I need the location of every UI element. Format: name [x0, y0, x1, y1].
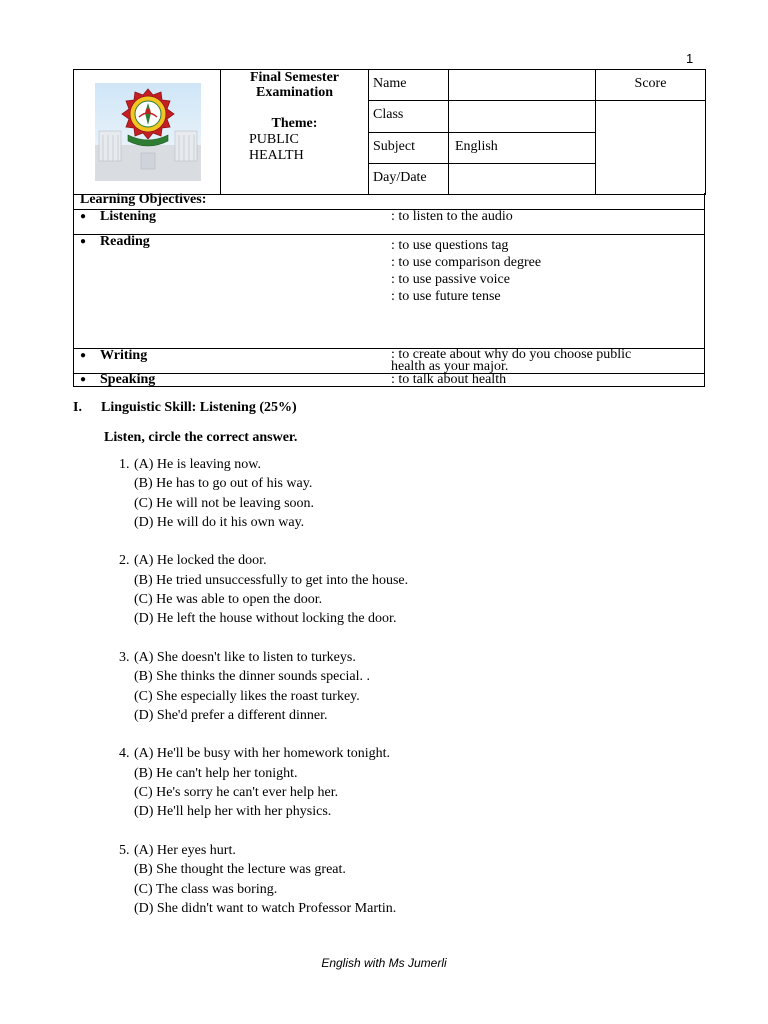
answer-option[interactable]: (D) He'll help her with her physics. — [134, 804, 332, 820]
class-label: Class — [369, 101, 449, 133]
objective-writing: ● Writing — [74, 348, 390, 373]
objective-speaking-desc: : to talk about health — [389, 373, 705, 386]
answer-option[interactable]: (D) She'd prefer a different dinner. — [134, 707, 328, 723]
answer-option[interactable]: (C) She especially likes the roast turkey. — [134, 688, 360, 704]
answer-option[interactable]: (B) He has to go out of his way. — [134, 476, 313, 492]
answer-option[interactable]: (A) He is leaving now. — [134, 457, 262, 472]
answer-option[interactable]: (D) He left the house without locking the door. — [134, 611, 397, 627]
exam-header-table — [73, 69, 706, 195]
theme-label: Theme: — [271, 116, 318, 131]
answer-option[interactable]: (A) She doesn't like to listen to turkeys. — [134, 649, 356, 665]
question-number: 4. — [119, 746, 130, 762]
objective-reading: ● Reading — [74, 234, 390, 348]
answer-option[interactable]: (C) The class was boring. — [134, 881, 278, 897]
name-field[interactable] — [449, 70, 596, 101]
question-2 — [119, 551, 679, 628]
learning-objectives-table — [73, 193, 705, 387]
objective-reading-desc: : to use questions tag : to use comparison degree : to use passive voice : to use future tense — [389, 234, 705, 348]
exam-title-cell — [221, 70, 369, 195]
logo-cell — [74, 70, 221, 195]
bullet-icon: ● — [80, 349, 87, 361]
question-list — [119, 455, 679, 937]
page-number: 1 — [686, 51, 694, 66]
section-instruction: Listen, circle the correct answer. — [104, 430, 298, 445]
daydate-field[interactable] — [449, 164, 596, 195]
exam-title: Final Semester Examination — [249, 70, 340, 100]
question-5 — [119, 841, 679, 918]
objective-listening-desc: : to listen to the audio — [389, 209, 705, 234]
question-number: 1. — [119, 457, 130, 472]
answer-option[interactable]: (D) He will do it his own way. — [134, 514, 305, 530]
score-label: Score — [596, 70, 706, 101]
question-1 — [119, 455, 679, 532]
bullet-icon: ● — [80, 210, 87, 222]
section-title-text: Linguistic Skill: Listening (25%) — [101, 400, 297, 415]
answer-option[interactable]: (B) He tried unsuccessfully to get into the house. — [134, 572, 409, 588]
section-title — [73, 400, 297, 416]
answer-option[interactable]: (B) She thinks the dinner sounds special. . — [134, 669, 371, 685]
name-label: Name — [369, 70, 449, 101]
answer-option[interactable]: (A) He locked the door. — [134, 553, 267, 569]
answer-option[interactable]: (B) She thought the lecture was great. — [134, 862, 346, 878]
daydate-label: Day/Date — [369, 164, 449, 195]
question-4 — [119, 744, 679, 821]
bullet-icon: ● — [80, 235, 87, 247]
question-number: 3. — [119, 649, 130, 665]
answer-option[interactable]: (C) He's sorry he can't ever help her. — [134, 785, 339, 801]
question-number: 5. — [119, 842, 130, 858]
page-footer: English with Ms Jumerli — [321, 956, 447, 970]
answer-option[interactable]: (A) Her eyes hurt. — [134, 842, 236, 858]
class-field[interactable] — [449, 101, 596, 133]
score-field[interactable] — [596, 101, 706, 195]
objectives-heading: Learning Objectives: — [74, 193, 705, 209]
answer-option[interactable]: (B) He can't help her tonight. — [134, 765, 298, 781]
university-crest-icon — [95, 83, 201, 181]
subject-field[interactable]: English — [449, 133, 596, 164]
answer-option[interactable]: (C) He was able to open the door. — [134, 592, 323, 608]
objective-speaking: ● Speaking — [74, 373, 390, 386]
answer-option[interactable]: (A) He'll be busy with her homework tonight. — [134, 746, 391, 762]
objective-listening: ● Listening — [74, 209, 390, 234]
subject-label: Subject — [369, 133, 449, 164]
objective-writing-desc: : to create about why do you choose public health as your major. — [389, 348, 705, 373]
bullet-icon: ● — [80, 373, 87, 385]
answer-option[interactable]: (D) She didn't want to watch Professor Martin. — [134, 900, 397, 916]
question-number: 2. — [119, 553, 130, 569]
question-3 — [119, 648, 679, 725]
answer-option[interactable]: (C) He will not be leaving soon. — [134, 495, 315, 511]
section-number: I. — [73, 400, 82, 415]
theme-value: PUBLIC HEALTH — [249, 132, 304, 163]
